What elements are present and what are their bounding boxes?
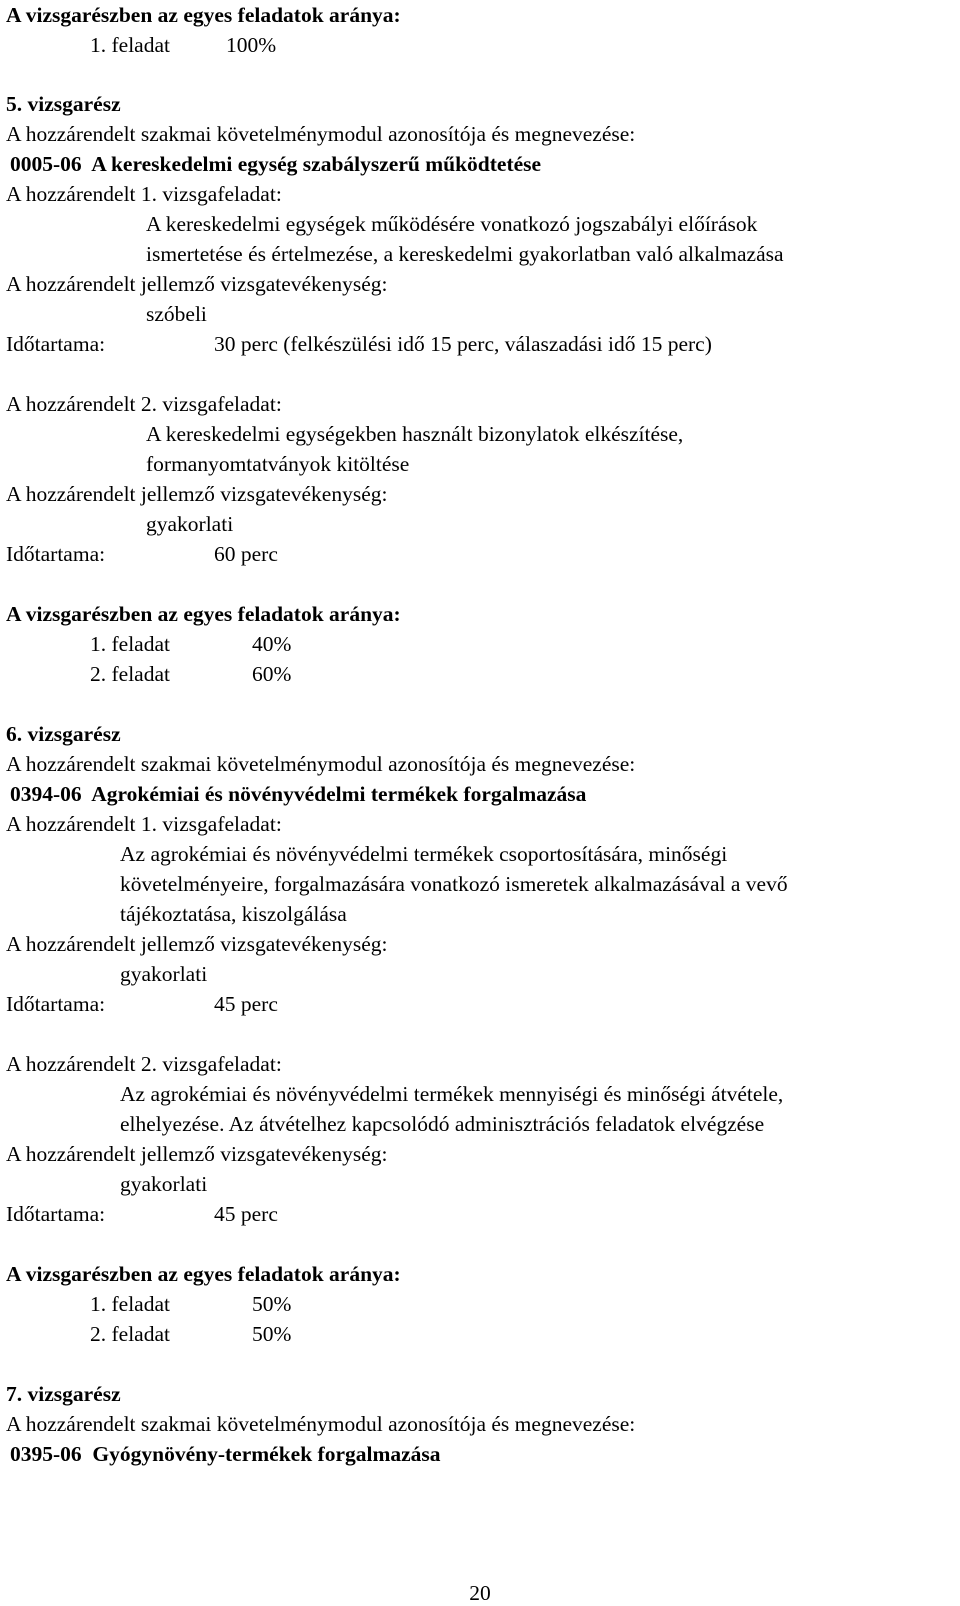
ratio-heading: A vizsgarészben az egyes feladatok aránya:: [6, 602, 401, 626]
ratio-row: 1. feladat 100%: [90, 33, 277, 57]
task-label: A hozzárendelt 2. vizsgafeladat:: [6, 392, 282, 416]
activity-label: A hozzárendelt jellemző vizsgatevékenység:: [6, 482, 388, 506]
ratio-row: 1. feladat 40%: [90, 632, 292, 656]
task-description: formanyomtatványok kitöltése: [146, 452, 410, 476]
page-number: 20: [469, 1581, 491, 1605]
task-label: A hozzárendelt 1. vizsgafeladat:: [6, 182, 282, 206]
module-label: A hozzárendelt szakmai követelménymodul azonosítója és megnevezése:: [6, 752, 636, 776]
ratio-heading: A vizsgarészben az egyes feladatok aránya:: [6, 3, 401, 27]
module-name: 0394-06 Agrokémiai és növényvédelmi termékek forgalmazása: [10, 782, 587, 806]
duration-row: Időtartama: 60 perc: [6, 542, 278, 566]
activity-value: gyakorlati: [146, 512, 234, 536]
task-description: tájékoztatása, kiszolgálása: [120, 902, 347, 926]
activity-label: A hozzárendelt jellemző vizsgatevékenység:: [6, 272, 388, 296]
duration-row: Időtartama: 45 perc: [6, 1202, 278, 1226]
task-description: Az agrokémiai és növényvédelmi termékek csoportosítására, minőségi: [120, 842, 728, 866]
module-label: A hozzárendelt szakmai követelménymodul azonosítója és megnevezése:: [6, 1412, 636, 1436]
activity-value: szóbeli: [146, 302, 207, 326]
section-title: 7. vizsgarész: [6, 1382, 121, 1406]
module-name: 0005-06 A kereskedelmi egység szabályszerű működtetése: [10, 152, 542, 176]
activity-label: A hozzárendelt jellemző vizsgatevékenység:: [6, 932, 388, 956]
task-label: A hozzárendelt 2. vizsgafeladat:: [6, 1052, 282, 1076]
task-description: elhelyezése. Az átvételhez kapcsolódó adminisztrációs feladatok elvégzése: [120, 1112, 765, 1136]
task-description: Az agrokémiai és növényvédelmi termékek mennyiségi és minőségi átvétele,: [120, 1082, 784, 1106]
ratio-row: 2. feladat 50%: [90, 1322, 292, 1346]
activity-label: A hozzárendelt jellemző vizsgatevékenység:: [6, 1142, 388, 1166]
task-description: A kereskedelmi egységekben használt bizonylatok elkészítése,: [146, 422, 684, 446]
section-title: 5. vizsgarész: [6, 92, 121, 116]
duration-row: Időtartama: 30 perc (felkészülési idő 15 perc, válaszadási idő 15 perc): [6, 332, 712, 356]
ratio-row: 2. feladat 60%: [90, 662, 292, 686]
section-title: 6. vizsgarész: [6, 722, 121, 746]
module-label: A hozzárendelt szakmai követelménymodul azonosítója és megnevezése:: [6, 122, 636, 146]
activity-value: gyakorlati: [120, 1172, 208, 1196]
activity-value: gyakorlati: [120, 962, 208, 986]
task-description: követelményeire, forgalmazására vonatkozó ismeretek alkalmazásával a vevő: [120, 872, 788, 896]
task-description: ismertetése és értelmezése, a kereskedelmi gyakorlatban való alkalmazása: [146, 242, 784, 266]
ratio-row: 1. feladat 50%: [90, 1292, 292, 1316]
task-description: A kereskedelmi egységek működésére vonatkozó jogszabályi előírások: [146, 212, 758, 236]
task-label: A hozzárendelt 1. vizsgafeladat:: [6, 812, 282, 836]
duration-row: Időtartama: 45 perc: [6, 992, 278, 1016]
ratio-heading: A vizsgarészben az egyes feladatok aránya:: [6, 1262, 401, 1286]
module-name: 0395-06 Gyógynövény-termékek forgalmazása: [10, 1442, 441, 1466]
